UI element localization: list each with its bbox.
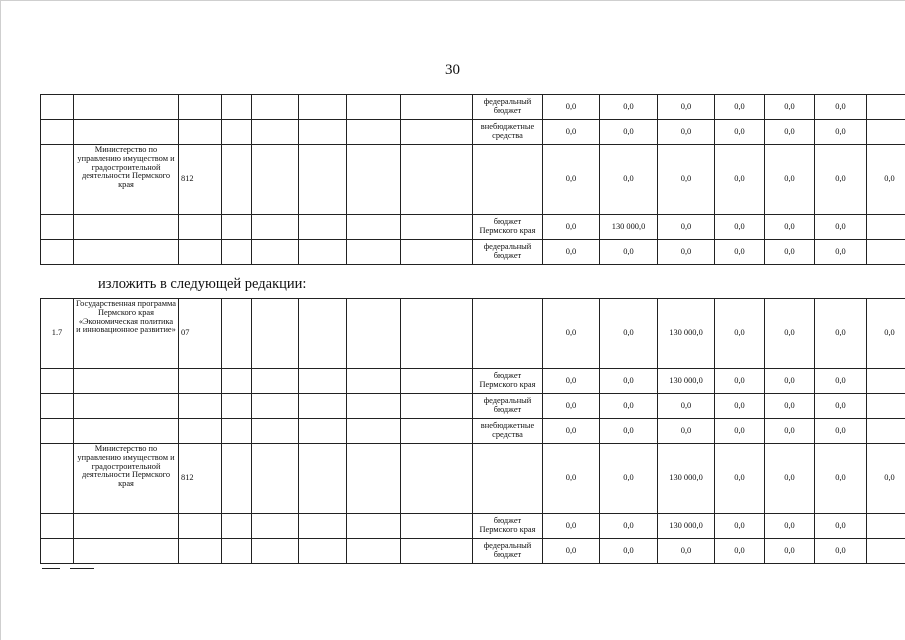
empty-cell (299, 444, 347, 514)
empty-cell (401, 240, 473, 265)
table-row (41, 369, 905, 394)
empty-cell (401, 215, 473, 240)
empty-cell (252, 120, 299, 145)
empty-cell (252, 240, 299, 265)
value-cell: 130 000,0 (600, 215, 658, 240)
source-cell: внебюджетные средства (473, 419, 543, 444)
table-row (41, 240, 905, 265)
code-cell: 812 (179, 444, 222, 514)
empty-cell (401, 539, 473, 564)
value-cell: 130 000,0 (658, 369, 715, 394)
table-row (41, 444, 905, 514)
value-cell: 0,0 (715, 419, 765, 444)
value-cell: 0,0 (867, 299, 905, 369)
value-cell: 0,0 (815, 514, 867, 539)
empty-cell (222, 394, 252, 419)
empty-cell (347, 444, 401, 514)
empty-cell (299, 514, 347, 539)
org-cell (74, 215, 179, 240)
source-cell: федеральный бюджет (473, 394, 543, 419)
value-cell: 0,0 (765, 539, 815, 564)
empty-cell (299, 539, 347, 564)
empty-cell (222, 215, 252, 240)
org-cell (74, 369, 179, 394)
empty-cell (347, 215, 401, 240)
empty-cell (347, 419, 401, 444)
num-cell (41, 514, 74, 539)
num-cell (41, 145, 74, 215)
table-row (41, 120, 905, 145)
code-cell (179, 539, 222, 564)
empty-cell (252, 514, 299, 539)
value-cell: 0,0 (867, 145, 905, 215)
value-cell: 0,0 (600, 240, 658, 265)
value-cell (867, 539, 905, 564)
empty-cell (252, 145, 299, 215)
value-cell: 0,0 (543, 95, 600, 120)
value-cell: 0,0 (815, 419, 867, 444)
value-cell: 0,0 (765, 299, 815, 369)
value-cell: 0,0 (543, 240, 600, 265)
empty-cell (401, 514, 473, 539)
value-cell: 0,0 (543, 145, 600, 215)
num-cell (41, 444, 74, 514)
empty-cell (401, 299, 473, 369)
scan-left-edge (0, 0, 1, 640)
amendment-intro: изложить в следующей редакции: (98, 276, 307, 292)
empty-cell (252, 299, 299, 369)
code-cell (179, 419, 222, 444)
table-row (41, 394, 905, 419)
org-cell: Министерство по управлению имуществом и градостроительной деятельности Пермского края (74, 444, 179, 514)
empty-cell (252, 95, 299, 120)
value-cell: 0,0 (765, 419, 815, 444)
empty-cell (252, 539, 299, 564)
value-cell: 0,0 (867, 444, 905, 514)
value-cell (867, 394, 905, 419)
value-cell: 0,0 (715, 444, 765, 514)
value-cell: 0,0 (715, 539, 765, 564)
value-cell: 0,0 (658, 120, 715, 145)
value-cell: 0,0 (543, 444, 600, 514)
value-cell: 0,0 (765, 240, 815, 265)
value-cell: 0,0 (765, 95, 815, 120)
empty-cell (347, 240, 401, 265)
value-cell: 0,0 (765, 444, 815, 514)
empty-cell (347, 369, 401, 394)
empty-cell (252, 215, 299, 240)
empty-cell (401, 444, 473, 514)
value-cell: 0,0 (543, 120, 600, 145)
value-cell: 0,0 (543, 419, 600, 444)
org-cell (74, 95, 179, 120)
value-cell: 0,0 (600, 369, 658, 394)
value-cell: 0,0 (600, 514, 658, 539)
code-cell (179, 120, 222, 145)
value-cell: 0,0 (815, 240, 867, 265)
source-cell: бюджет Пермского края (473, 514, 543, 539)
empty-cell (401, 419, 473, 444)
value-cell: 0,0 (715, 145, 765, 215)
value-cell (867, 419, 905, 444)
org-cell (74, 514, 179, 539)
table-row (41, 419, 905, 444)
empty-cell (299, 299, 347, 369)
value-cell (867, 514, 905, 539)
value-cell: 0,0 (600, 419, 658, 444)
table-row (41, 514, 905, 539)
value-cell: 0,0 (815, 145, 867, 215)
value-cell: 0,0 (658, 539, 715, 564)
code-cell (179, 95, 222, 120)
table-row (41, 145, 905, 215)
value-cell: 0,0 (600, 394, 658, 419)
table-old (40, 94, 905, 265)
value-cell: 0,0 (715, 514, 765, 539)
empty-cell (401, 120, 473, 145)
empty-cell (222, 369, 252, 394)
value-cell: 0,0 (765, 369, 815, 394)
empty-cell (222, 120, 252, 145)
value-cell: 0,0 (765, 215, 815, 240)
table-new (40, 298, 905, 564)
num-cell (41, 394, 74, 419)
table-row (41, 215, 905, 240)
value-cell: 0,0 (765, 514, 815, 539)
value-cell: 0,0 (815, 444, 867, 514)
empty-cell (222, 95, 252, 120)
source-cell: бюджет Пермского края (473, 215, 543, 240)
org-cell (74, 120, 179, 145)
value-cell: 0,0 (815, 394, 867, 419)
value-cell: 130 000,0 (658, 514, 715, 539)
code-cell (179, 394, 222, 419)
num-cell (41, 419, 74, 444)
value-cell: 0,0 (658, 419, 715, 444)
value-cell: 0,0 (600, 299, 658, 369)
empty-cell (347, 514, 401, 539)
num-cell (41, 539, 74, 564)
value-cell: 0,0 (715, 299, 765, 369)
source-cell (473, 145, 543, 215)
empty-cell (222, 240, 252, 265)
value-cell: 130 000,0 (658, 299, 715, 369)
value-cell: 0,0 (600, 444, 658, 514)
value-cell: 0,0 (815, 539, 867, 564)
empty-cell (401, 95, 473, 120)
empty-cell (222, 299, 252, 369)
org-cell (74, 539, 179, 564)
value-cell: 0,0 (543, 215, 600, 240)
value-cell: 0,0 (715, 240, 765, 265)
page-number: 30 (445, 62, 460, 78)
source-cell: федеральный бюджет (473, 95, 543, 120)
org-cell: Государственная программа Пермского края «Экономическая политика и инновационное развитие» (74, 299, 179, 369)
empty-cell (299, 145, 347, 215)
org-cell: Министерство по управлению имуществом и градостроительной деятельности Пермского края (74, 145, 179, 215)
num-cell (41, 95, 74, 120)
table-row (41, 299, 905, 369)
value-cell: 0,0 (815, 95, 867, 120)
value-cell: 0,0 (815, 120, 867, 145)
org-cell (74, 419, 179, 444)
code-cell (179, 514, 222, 539)
continuation-marks (40, 568, 100, 574)
value-cell: 0,0 (765, 145, 815, 215)
value-cell: 0,0 (658, 215, 715, 240)
scan-top-edge (0, 0, 905, 1)
source-cell: федеральный бюджет (473, 240, 543, 265)
empty-cell (299, 95, 347, 120)
source-cell: федеральный бюджет (473, 539, 543, 564)
continuation-dash (70, 568, 94, 569)
empty-cell (222, 539, 252, 564)
empty-cell (347, 95, 401, 120)
value-cell: 130 000,0 (658, 444, 715, 514)
value-cell: 0,0 (600, 539, 658, 564)
value-cell: 0,0 (600, 95, 658, 120)
source-cell (473, 444, 543, 514)
empty-cell (252, 444, 299, 514)
value-cell (867, 120, 905, 145)
empty-cell (299, 120, 347, 145)
value-cell (867, 95, 905, 120)
num-cell (41, 369, 74, 394)
empty-cell (252, 419, 299, 444)
value-cell: 0,0 (715, 369, 765, 394)
empty-cell (222, 444, 252, 514)
value-cell: 0,0 (543, 394, 600, 419)
value-cell: 0,0 (715, 120, 765, 145)
empty-cell (299, 394, 347, 419)
value-cell: 0,0 (543, 539, 600, 564)
value-cell: 0,0 (715, 215, 765, 240)
empty-cell (222, 419, 252, 444)
value-cell: 0,0 (600, 145, 658, 215)
value-cell: 0,0 (543, 514, 600, 539)
empty-cell (299, 215, 347, 240)
value-cell: 0,0 (815, 369, 867, 394)
value-cell: 0,0 (765, 394, 815, 419)
value-cell: 0,0 (715, 394, 765, 419)
value-cell: 0,0 (815, 299, 867, 369)
empty-cell (347, 394, 401, 419)
code-cell: 812 (179, 145, 222, 215)
empty-cell (401, 394, 473, 419)
source-cell (473, 299, 543, 369)
code-cell (179, 215, 222, 240)
empty-cell (299, 419, 347, 444)
value-cell: 0,0 (543, 299, 600, 369)
code-cell (179, 369, 222, 394)
num-cell: 1.7 (41, 299, 74, 369)
empty-cell (299, 240, 347, 265)
table-row (41, 539, 905, 564)
empty-cell (347, 145, 401, 215)
value-cell: 0,0 (765, 120, 815, 145)
value-cell: 0,0 (658, 394, 715, 419)
empty-cell (222, 514, 252, 539)
code-cell: 07 (179, 299, 222, 369)
table-row (41, 95, 905, 120)
value-cell (867, 215, 905, 240)
value-cell (867, 240, 905, 265)
value-cell: 0,0 (658, 240, 715, 265)
continuation-dash (42, 568, 60, 569)
value-cell: 0,0 (658, 145, 715, 215)
source-cell: бюджет Пермского края (473, 369, 543, 394)
source-cell: внебюджетные средства (473, 120, 543, 145)
value-cell: 0,0 (600, 120, 658, 145)
value-cell: 0,0 (715, 95, 765, 120)
num-cell (41, 240, 74, 265)
empty-cell (252, 369, 299, 394)
value-cell (867, 369, 905, 394)
code-cell (179, 240, 222, 265)
empty-cell (252, 394, 299, 419)
org-cell (74, 240, 179, 265)
value-cell: 0,0 (658, 95, 715, 120)
empty-cell (401, 369, 473, 394)
empty-cell (347, 120, 401, 145)
empty-cell (401, 145, 473, 215)
org-cell (74, 394, 179, 419)
num-cell (41, 215, 74, 240)
empty-cell (347, 539, 401, 564)
value-cell: 0,0 (815, 215, 867, 240)
empty-cell (347, 299, 401, 369)
value-cell: 0,0 (543, 369, 600, 394)
num-cell (41, 120, 74, 145)
empty-cell (222, 145, 252, 215)
empty-cell (299, 369, 347, 394)
